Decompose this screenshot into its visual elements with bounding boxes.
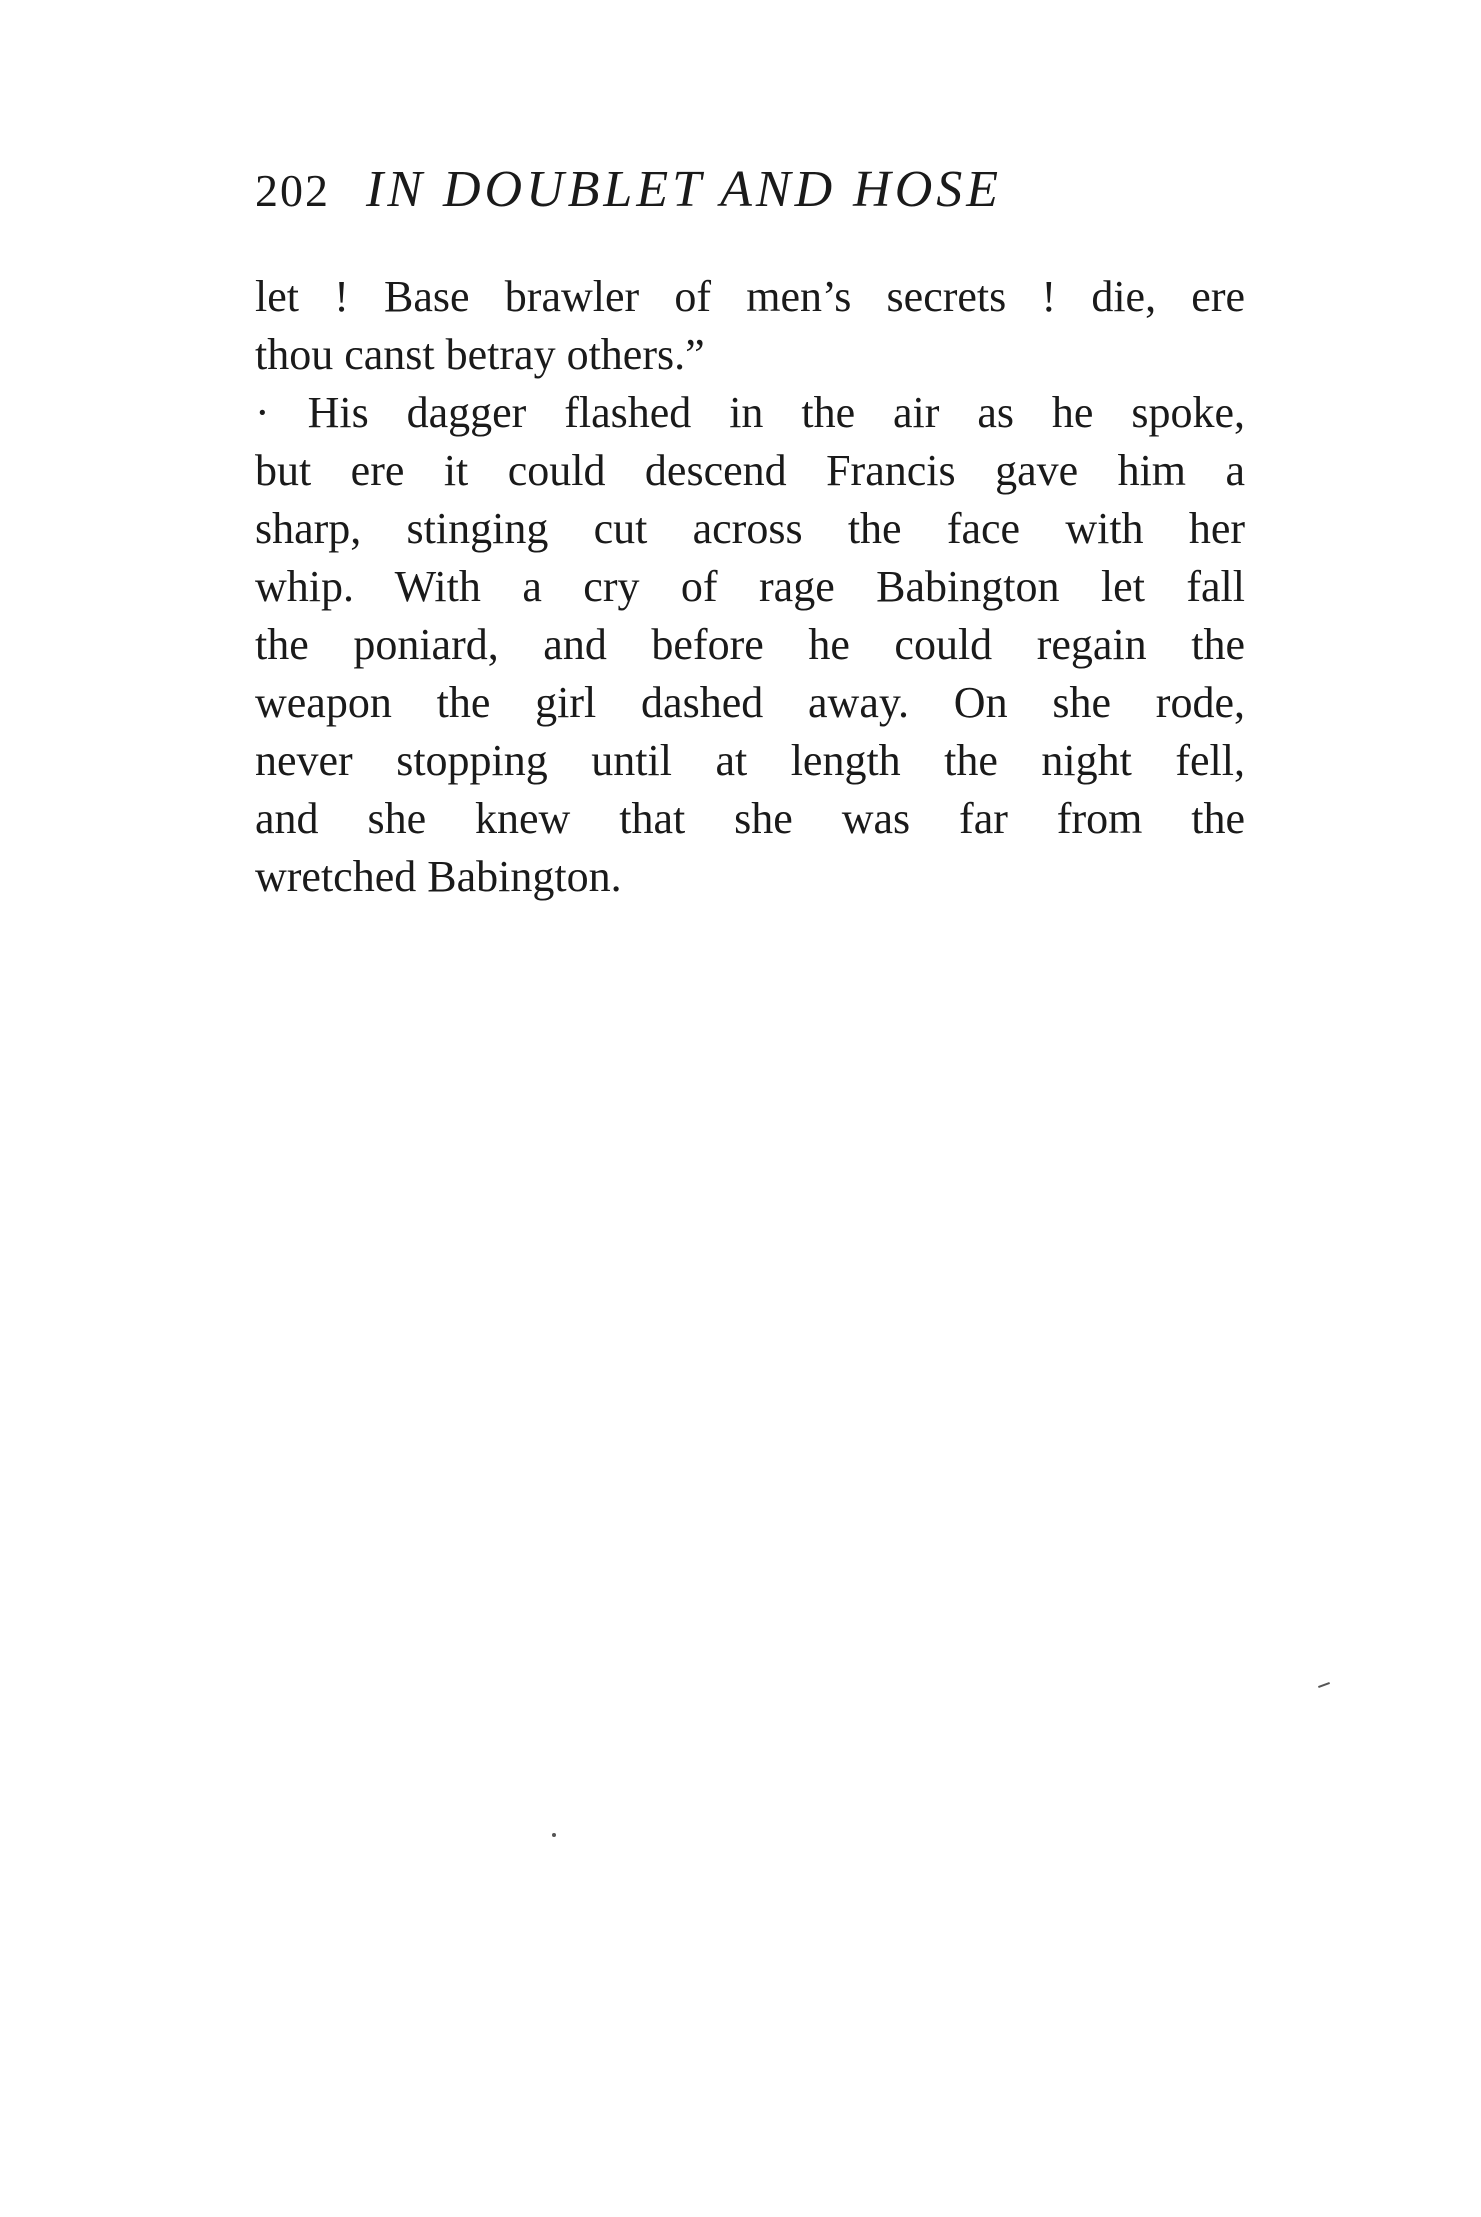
text-line: let ! Base brawler of men’s secrets ! die, ere [255,272,1245,321]
text-line: the poniard, and before he could regain the [255,620,1245,669]
print-speck [552,1833,556,1837]
running-title: IN DOUBLET AND HOSE [366,161,1003,218]
text-line: thou canst betray others.” [255,330,705,379]
text-line: wretched Babington. [255,852,622,901]
running-head [255,160,1155,230]
text-line: sharp, stinging cut across the face with her [255,504,1245,553]
text-line: but ere it could descend Francis gave him a [255,446,1245,495]
text-line: weapon the girl dashed away. On she rode, [255,678,1245,727]
text-line: · His dagger flashed in the air as he spoke, [255,388,1245,437]
print-speck [1318,1682,1330,1688]
text-line: and she knew that she was far from the [255,794,1245,843]
text-line: whip. With a cry of rage Babington let fall [255,562,1245,611]
body-text [255,268,1245,906]
text-line: never stopping until at length the night fell, [255,736,1245,785]
page-number: 202 [255,165,330,216]
